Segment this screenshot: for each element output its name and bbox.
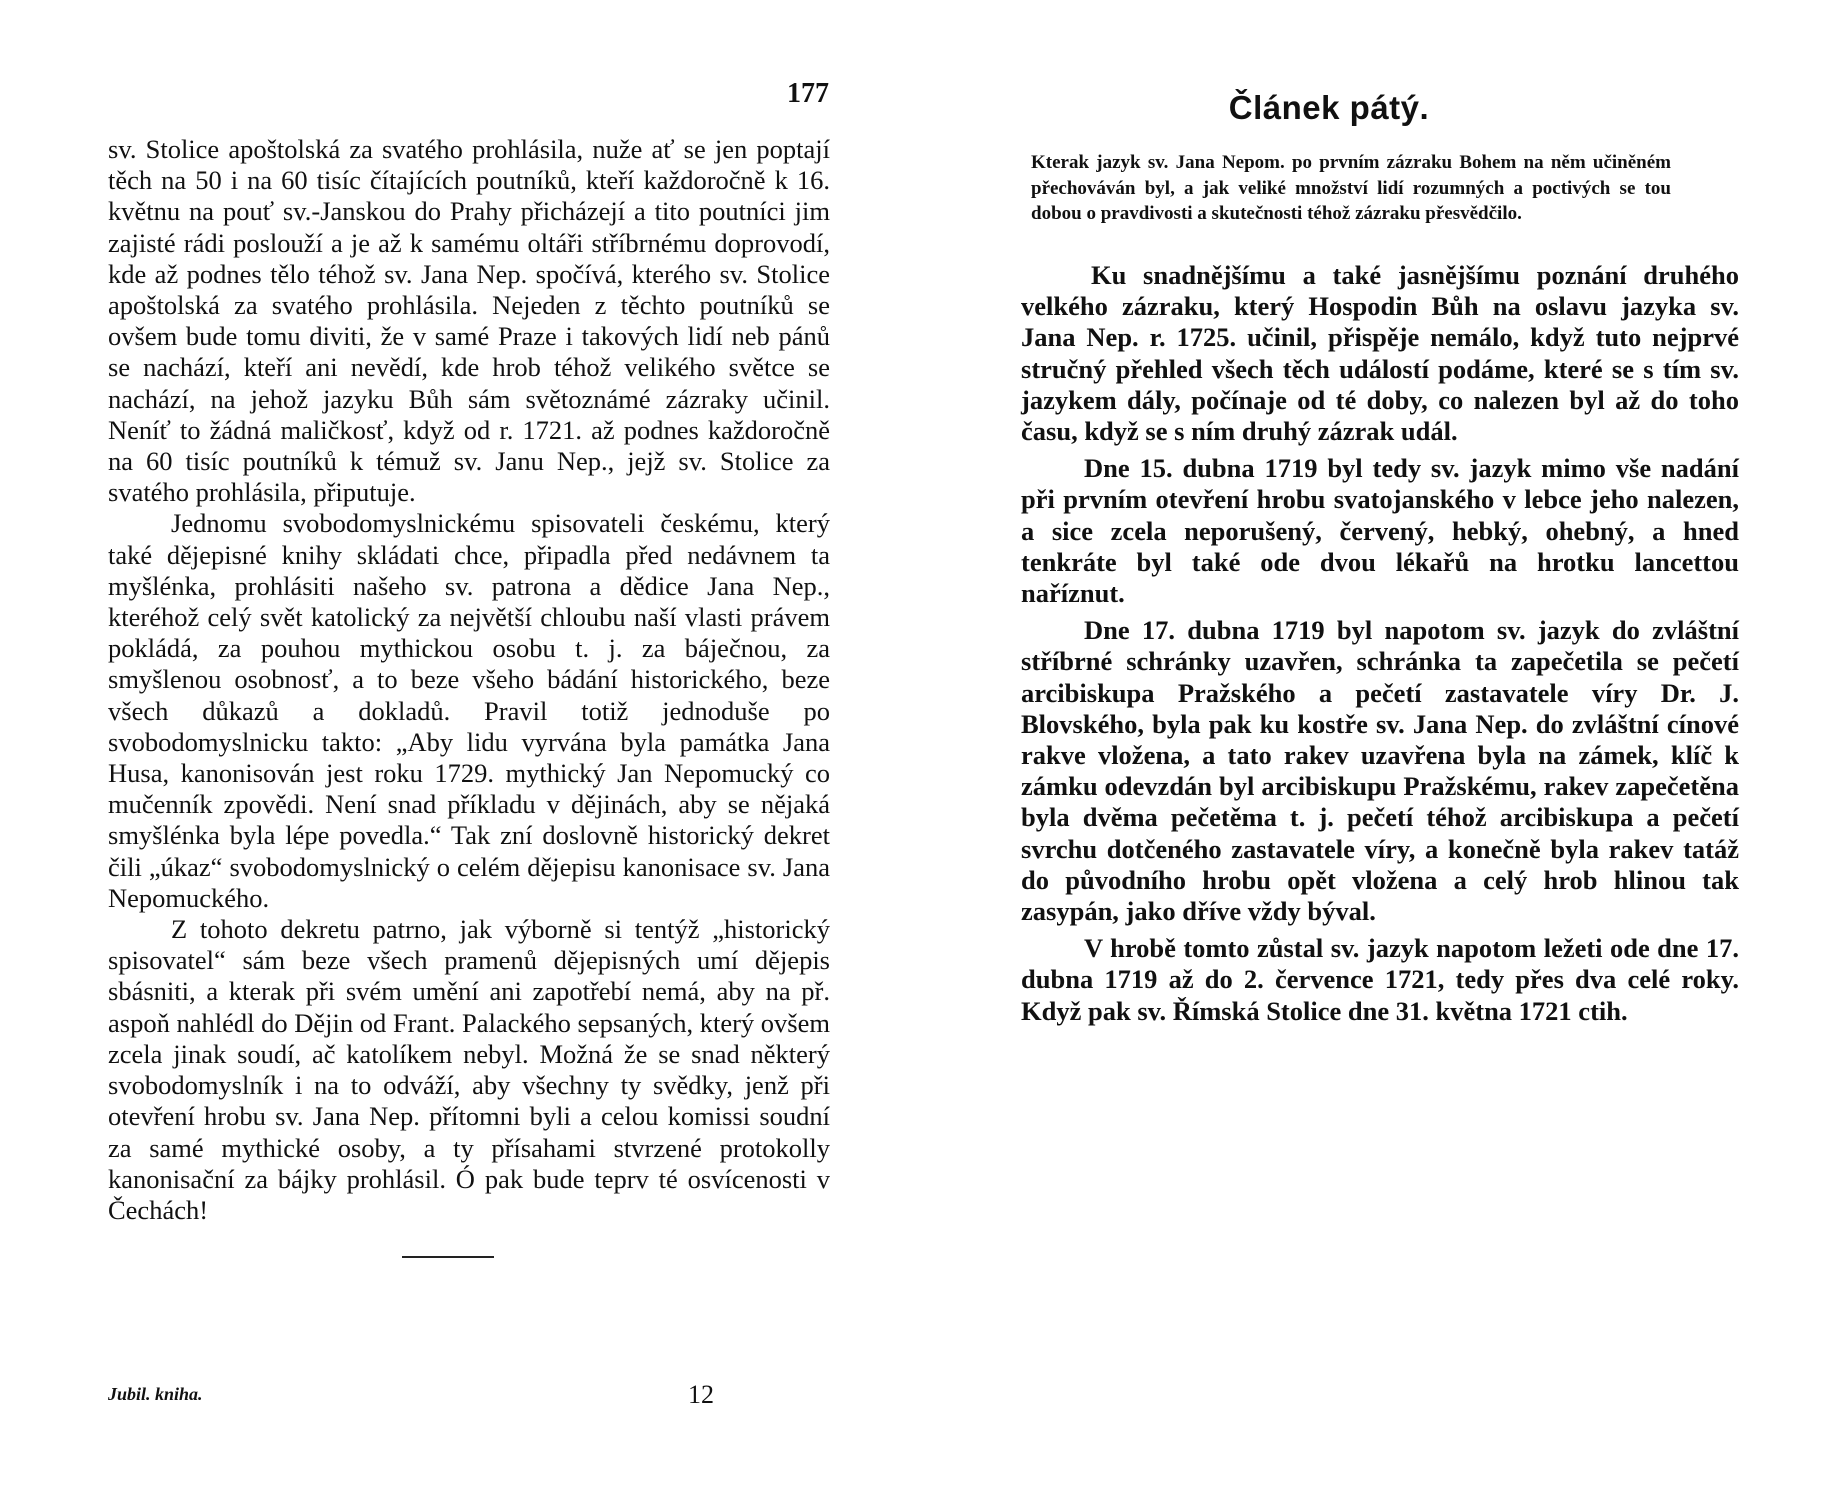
section-separator <box>402 1256 494 1258</box>
paragraph: Dne 15. dubna 1719 byl tedy sv. jazyk mimo vše nadání při prvním otevření hrobu svatojanského v lebce jeho nalezen, a sice zcela neporušený, červený, hebký, ohebný, a hned tenkráte byl také ode dvou lékařů na hrotku lancettou naříznut. <box>1021 453 1739 609</box>
page-number: 177 <box>787 78 829 109</box>
paragraph: sv. Stolice apoštolská za svatého prohlásila, nuže ať se jen poptají těch na 50 i na 60 tisíc čítajících poutníků, kteří každoročně k 16. květnu na pouť sv.-Janskou do Prahy přicházejí a tito poutníci jim zajisté rádi poslouží a je až k samému oltáři stříbrnému doprovodí, kde až podnes tělo téhož sv. Jana Nep. spočívá, kterého sv. Stolice apoštolská za svatého prohlásila. Nejeden z těchto poutníků se ovšem bude tomu diviti, že v samé Praze i takových lidí neb pánů se nachází, kteří ani nevědí, kde hrob téhož velikého světce se nachází, na jehož jazyku Bůh sám světoznámé zázraky učinil. Neníť to žádná maličkosť, když od r. 1721. až podnes každoročně na 60 tisíc poutníků k témuž sv. Janu Nep., jejž sv. Stolice za svatého prohlásila, připutuje. <box>108 134 830 508</box>
article-title: Článek pátý. <box>1228 89 1430 126</box>
signature-number: 12 <box>688 1380 714 1409</box>
paragraph: Z tohoto dekretu patrno, jak výborně si tentýž „historický spisovatel“ sám beze všech pramenů dějepisných umí dějepis sbásniti, a kterak při svém umění ani zapotřebí nemá, aby na př. aspoň nahlédl do Dějin od Frant. Palackého sepsaných, který ovšem zcela jinak soudí, ač katolíkem nebyl. Možná že se snad některý svobodomyslník i na to odváží, aby všechny ty svědky, jenž při otevření hrobu sv. Jana Nep. přítomni byli a celou komissi soudní za samé mythické osoby, a ty přísahami stvrzené protokolly kanonisační za bájky prohlásil. Ó pak bude teprv té osvícenosti v Čechách! <box>108 914 830 1225</box>
left-text-column <box>108 134 830 1226</box>
right-page <box>921 0 1842 1500</box>
paragraph: Jednomu svobodomyslnickému spisovateli českému, který také dějepisné knihy skládati chce, připadla před nedávnem ta myšlénka, prohlásiti našeho sv. patrona a dědice Jana Nep., kteréhož celý svět katolický za největší chloubu naší vlasti právem pokládá, za pouhou mythickou osobu t. j. za báječnou, za smyšlenou osobnosť, a to beze všeho bádání historického, beze všech důkazů a dokladů. Pravil totiž jednoduše po svobodomyslnicku takto: „Aby lidu vyrvána byla památka Jana Husa, kanonisován jest roku 1729. mythický Jan Nepomucký co mučenník zpovědi. Není snad příkladu v dějinách, aby se nějaká smyšlénka byla lépe povedla.“ Tak zní doslovně historický dekret čili „úkaz“ svobodomyslnický o celém dějepisu kanonisace sv. Jana Nepomuckého. <box>108 508 830 913</box>
paragraph: Ku snadnějšímu a také jasnějšímu poznání druhého velkého zázraku, který Hospodin Bůh na oslavu jazyka sv. Jana Nep. r. 1725. učinil, přispěje nemálo, když tuto nejprvé stručný přehled všech těch událostí podáme, které se s tím sv. jazykem dály, počínaje od té doby, co nalezen byl až do toho času, když se s ním druhý zázrak udál. <box>1021 260 1739 447</box>
article-summary: Kterak jazyk sv. Jana Nepom. po prvním zázraku Bohem na něm učiněném přechováván byl, a jak veliké množství lidí rozumných a poctivých se tou dobou o pravdivosti a skutečnosti téhož zázraku přesvědčilo. <box>1031 152 1671 224</box>
paragraph: V hrobě tomto zůstal sv. jazyk napotom ležeti ode dne 17. dubna 1719 až do 2. července 1721, tedy přes dva celé roky. Když pak sv. Římská Stolice dne 31. května 1721 ctih. <box>1021 933 1739 1026</box>
paragraph: Dne 17. dubna 1719 byl napotom sv. jazyk do zvláštní stříbrné schránky uzavřen, schránka ta zapečetila se pečetí arcibiskupa Pražského a pečetí zastavatele víry Dr. J. Blovského, byla pak ku kostře sv. Jana Nep. do zvláštní cínové rakve vložena, a tato rakev uzavřena byla na zámek, klíč k zámku odevzdán byl arcibiskupu Pražskému, rakev zapečetěna byla dvěma pečetěma t. j. pečetí téhož arcibiskupa a pečetí svrchu dotčeného zastavatele víry, a konečně byla rakev tatáž do původního hrobu opět vložena a celý hrob hlinou tak zasypán, jako dříve vždy býval. <box>1021 615 1739 927</box>
footer-signature: Jubil. kniha. <box>108 1384 203 1404</box>
right-text-column <box>1021 260 1739 1033</box>
